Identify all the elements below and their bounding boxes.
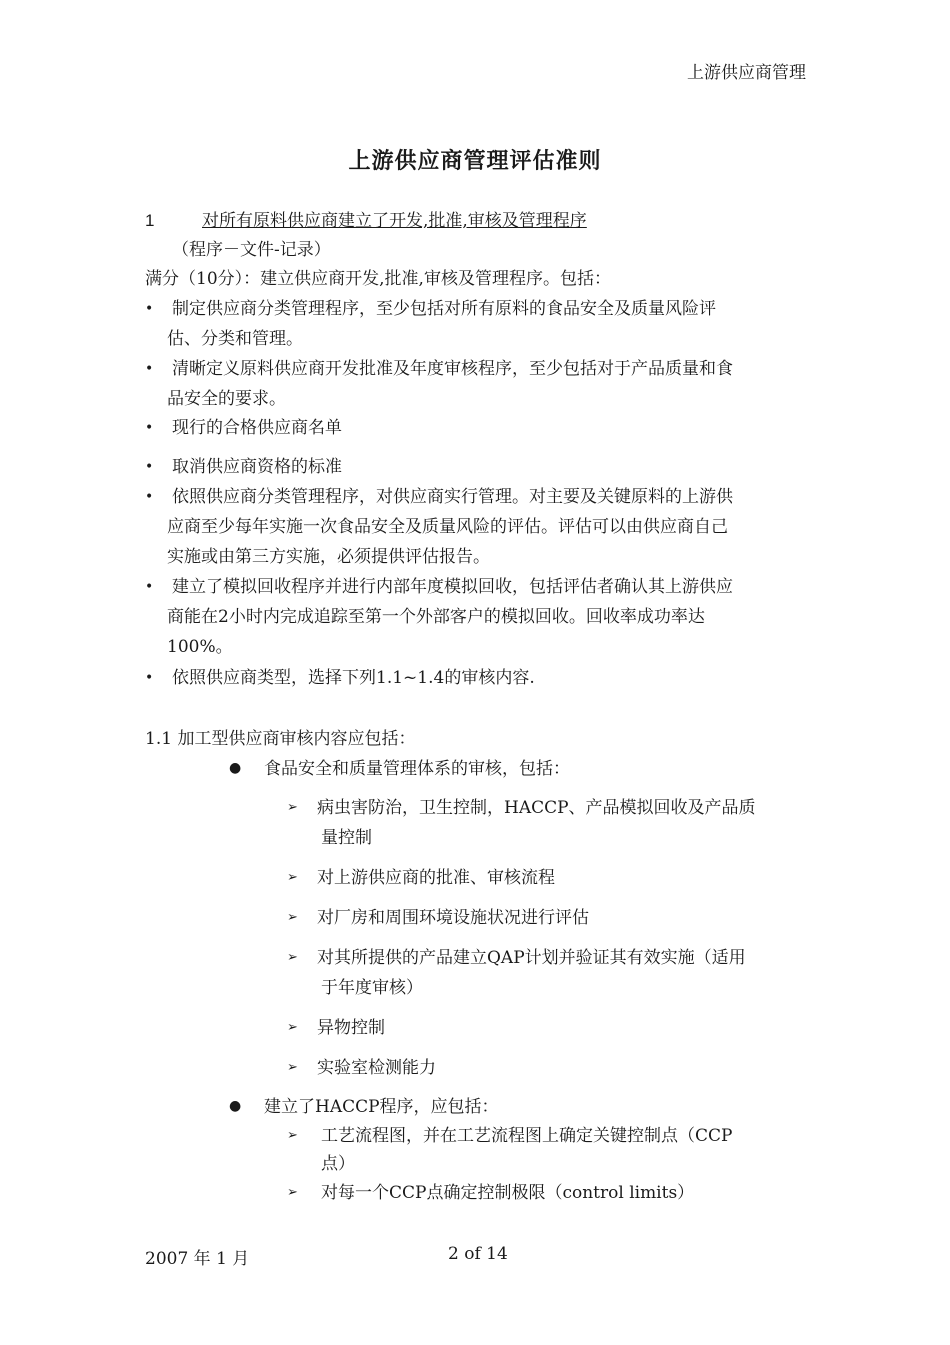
sub-item-text: 对上游供应商的批准、审核流程 — [317, 868, 555, 888]
bullet-text: 建立了模拟回收程序并进行内部年度模拟回收，包括评估者确认其上游供应 — [172, 577, 733, 597]
arrow-bullet-icon: ➢ — [287, 1060, 298, 1075]
bullet-icon: • — [145, 579, 154, 595]
sub-item-text: 对每一个CCP点确定控制极限（control limits） — [321, 1183, 695, 1203]
sub-item-text: 对其所提供的产品建立QAP计划并验证其有效实施（适用 — [317, 948, 746, 968]
bullet-text: 现行的合格供应商名单 — [172, 418, 342, 438]
arrow-bullet-icon: ➢ — [287, 1020, 298, 1035]
sub-item-text: 异物控制 — [317, 1018, 385, 1038]
bullet-text: 估、分类和管理。 — [167, 329, 303, 349]
arrow-bullet-icon: ➢ — [287, 1185, 298, 1200]
footer-date: 2007 年 1 月 — [145, 1249, 250, 1269]
bullet-text: 品安全的要求。 — [167, 389, 286, 409]
bullet-text: 100%。 — [167, 637, 233, 657]
sub-item-text: 量控制 — [321, 828, 372, 848]
group1-label: 食品安全和质量管理体系的审核，包括： — [264, 759, 570, 779]
running-header: 上游供应商管理 — [687, 63, 806, 83]
arrow-bullet-icon: ➢ — [287, 910, 298, 925]
bullet-icon: • — [145, 670, 154, 686]
sub-item-text: 对厂房和周围环境设施状况进行评估 — [317, 908, 589, 928]
bullet-text: 清晰定义原料供应商开发批准及年度审核程序，至少包括对于产品质量和食 — [172, 359, 733, 379]
bullet-icon: • — [145, 301, 154, 317]
bullet-icon: • — [145, 489, 154, 505]
arrow-bullet-icon: ➢ — [287, 950, 298, 965]
bullet-text: 依照供应商分类管理程序，对供应商实行管理。对主要及关键原料的上游供 — [172, 487, 733, 507]
full-score-line: 满分（10分）：建立供应商开发,批准,审核及管理程序。包括： — [145, 269, 611, 289]
bullet-icon: • — [145, 361, 154, 377]
circle-bullet-icon: ● — [229, 760, 242, 776]
section-subtitle: （程序－文件-记录） — [172, 240, 331, 260]
bullet-icon: • — [145, 459, 154, 475]
bullet-icon: • — [145, 420, 154, 436]
bullet-text: 应商至少每年实施一次食品安全及质量风险的评估。评估可以由供应商自己 — [167, 517, 728, 537]
circle-bullet-icon: ● — [229, 1098, 242, 1114]
section-number: 1 — [145, 211, 155, 230]
arrow-bullet-icon: ➢ — [287, 870, 298, 885]
sub-item-text: 于年度审核） — [321, 978, 423, 998]
bullet-text: 商能在2小时内完成追踪至第一个外部客户的模拟回收。回收率成功率达 — [167, 607, 705, 627]
bullet-text: 取消供应商资格的标准 — [172, 457, 342, 477]
arrow-bullet-icon: ➢ — [287, 1128, 298, 1143]
bullet-text: 依照供应商类型，选择下列1.1~1.4的审核内容. — [172, 668, 535, 688]
group2-label: 建立了HACCP程序，应包括： — [264, 1097, 499, 1117]
arrow-bullet-icon: ➢ — [287, 800, 298, 815]
sub-item-text: 工艺流程图，并在工艺流程图上确定关键控制点（CCP — [321, 1126, 733, 1146]
section-heading: 对所有原料供应商建立了开发,批准,审核及管理程序 — [202, 211, 587, 231]
footer-page-number: 2 of 14 — [448, 1244, 508, 1264]
sub-item-text: 实验室检测能力 — [317, 1058, 436, 1078]
sub-item-text: 点） — [321, 1154, 355, 1174]
document-title: 上游供应商管理评估准则 — [348, 149, 602, 174]
bullet-text: 实施或由第三方实施，必须提供评估报告。 — [167, 547, 490, 567]
bullet-text: 制定供应商分类管理程序，至少包括对所有原料的食品安全及质量风险评 — [172, 299, 716, 319]
sub-item-text: 病虫害防治，卫生控制，HACCP、产品模拟回收及产品质 — [317, 798, 756, 818]
subsection-heading: 1.1 加工型供应商审核内容应包括： — [145, 729, 416, 749]
